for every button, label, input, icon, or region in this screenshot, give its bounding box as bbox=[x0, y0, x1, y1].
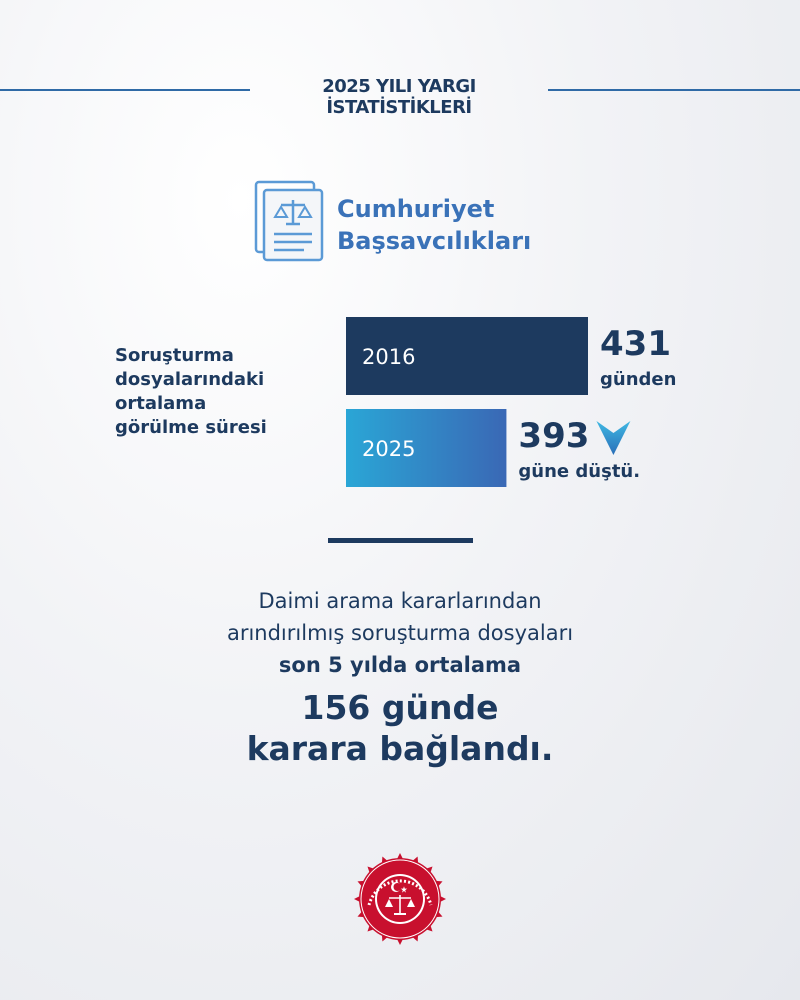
summary-line-2: arındırılmış soruşturma dosyaları bbox=[226, 621, 574, 645]
bar-category-label: 2025 bbox=[362, 437, 416, 461]
section-title-line2: Başsavcılıkları bbox=[337, 227, 532, 255]
header-rule-right bbox=[548, 89, 800, 91]
bar-category-label: 2016 bbox=[362, 345, 416, 369]
summary-line-3: son 5 yılda ortalama bbox=[278, 653, 522, 677]
section-title bbox=[337, 193, 657, 257]
header-rule-left bbox=[0, 89, 250, 91]
metric-label-line: Soruşturma bbox=[115, 345, 234, 366]
down-arrow-icon bbox=[596, 421, 630, 455]
bar-value-label: 431 bbox=[600, 324, 671, 364]
bar-value-label: 393 bbox=[518, 416, 590, 456]
section-title-line1: Cumhuriyet bbox=[337, 195, 495, 223]
page-title: 2025 YILI YARGI İSTATİSTİKLERİ bbox=[322, 76, 476, 118]
page-header bbox=[0, 72, 800, 118]
document-scales-icon bbox=[254, 180, 326, 264]
section-divider bbox=[328, 538, 473, 543]
summary-highlight-text: karara bağlandı. bbox=[246, 729, 554, 768]
ministry-of-justice-seal-icon bbox=[353, 852, 447, 946]
metric-label-line: ortalama bbox=[115, 393, 207, 414]
bar-value-suffix: günden bbox=[600, 369, 677, 390]
metric-label-line: görülme süresi bbox=[115, 417, 267, 438]
duration-bar-chart bbox=[340, 305, 700, 505]
metric-label bbox=[115, 344, 335, 440]
metric-label-line: dosyalarındaki bbox=[115, 369, 265, 390]
bar-value-suffix: güne düştü. bbox=[518, 461, 641, 482]
summary-line-1: Daimi arama kararlarından bbox=[258, 589, 542, 613]
summary-highlight-value: 156 günde bbox=[301, 688, 499, 727]
